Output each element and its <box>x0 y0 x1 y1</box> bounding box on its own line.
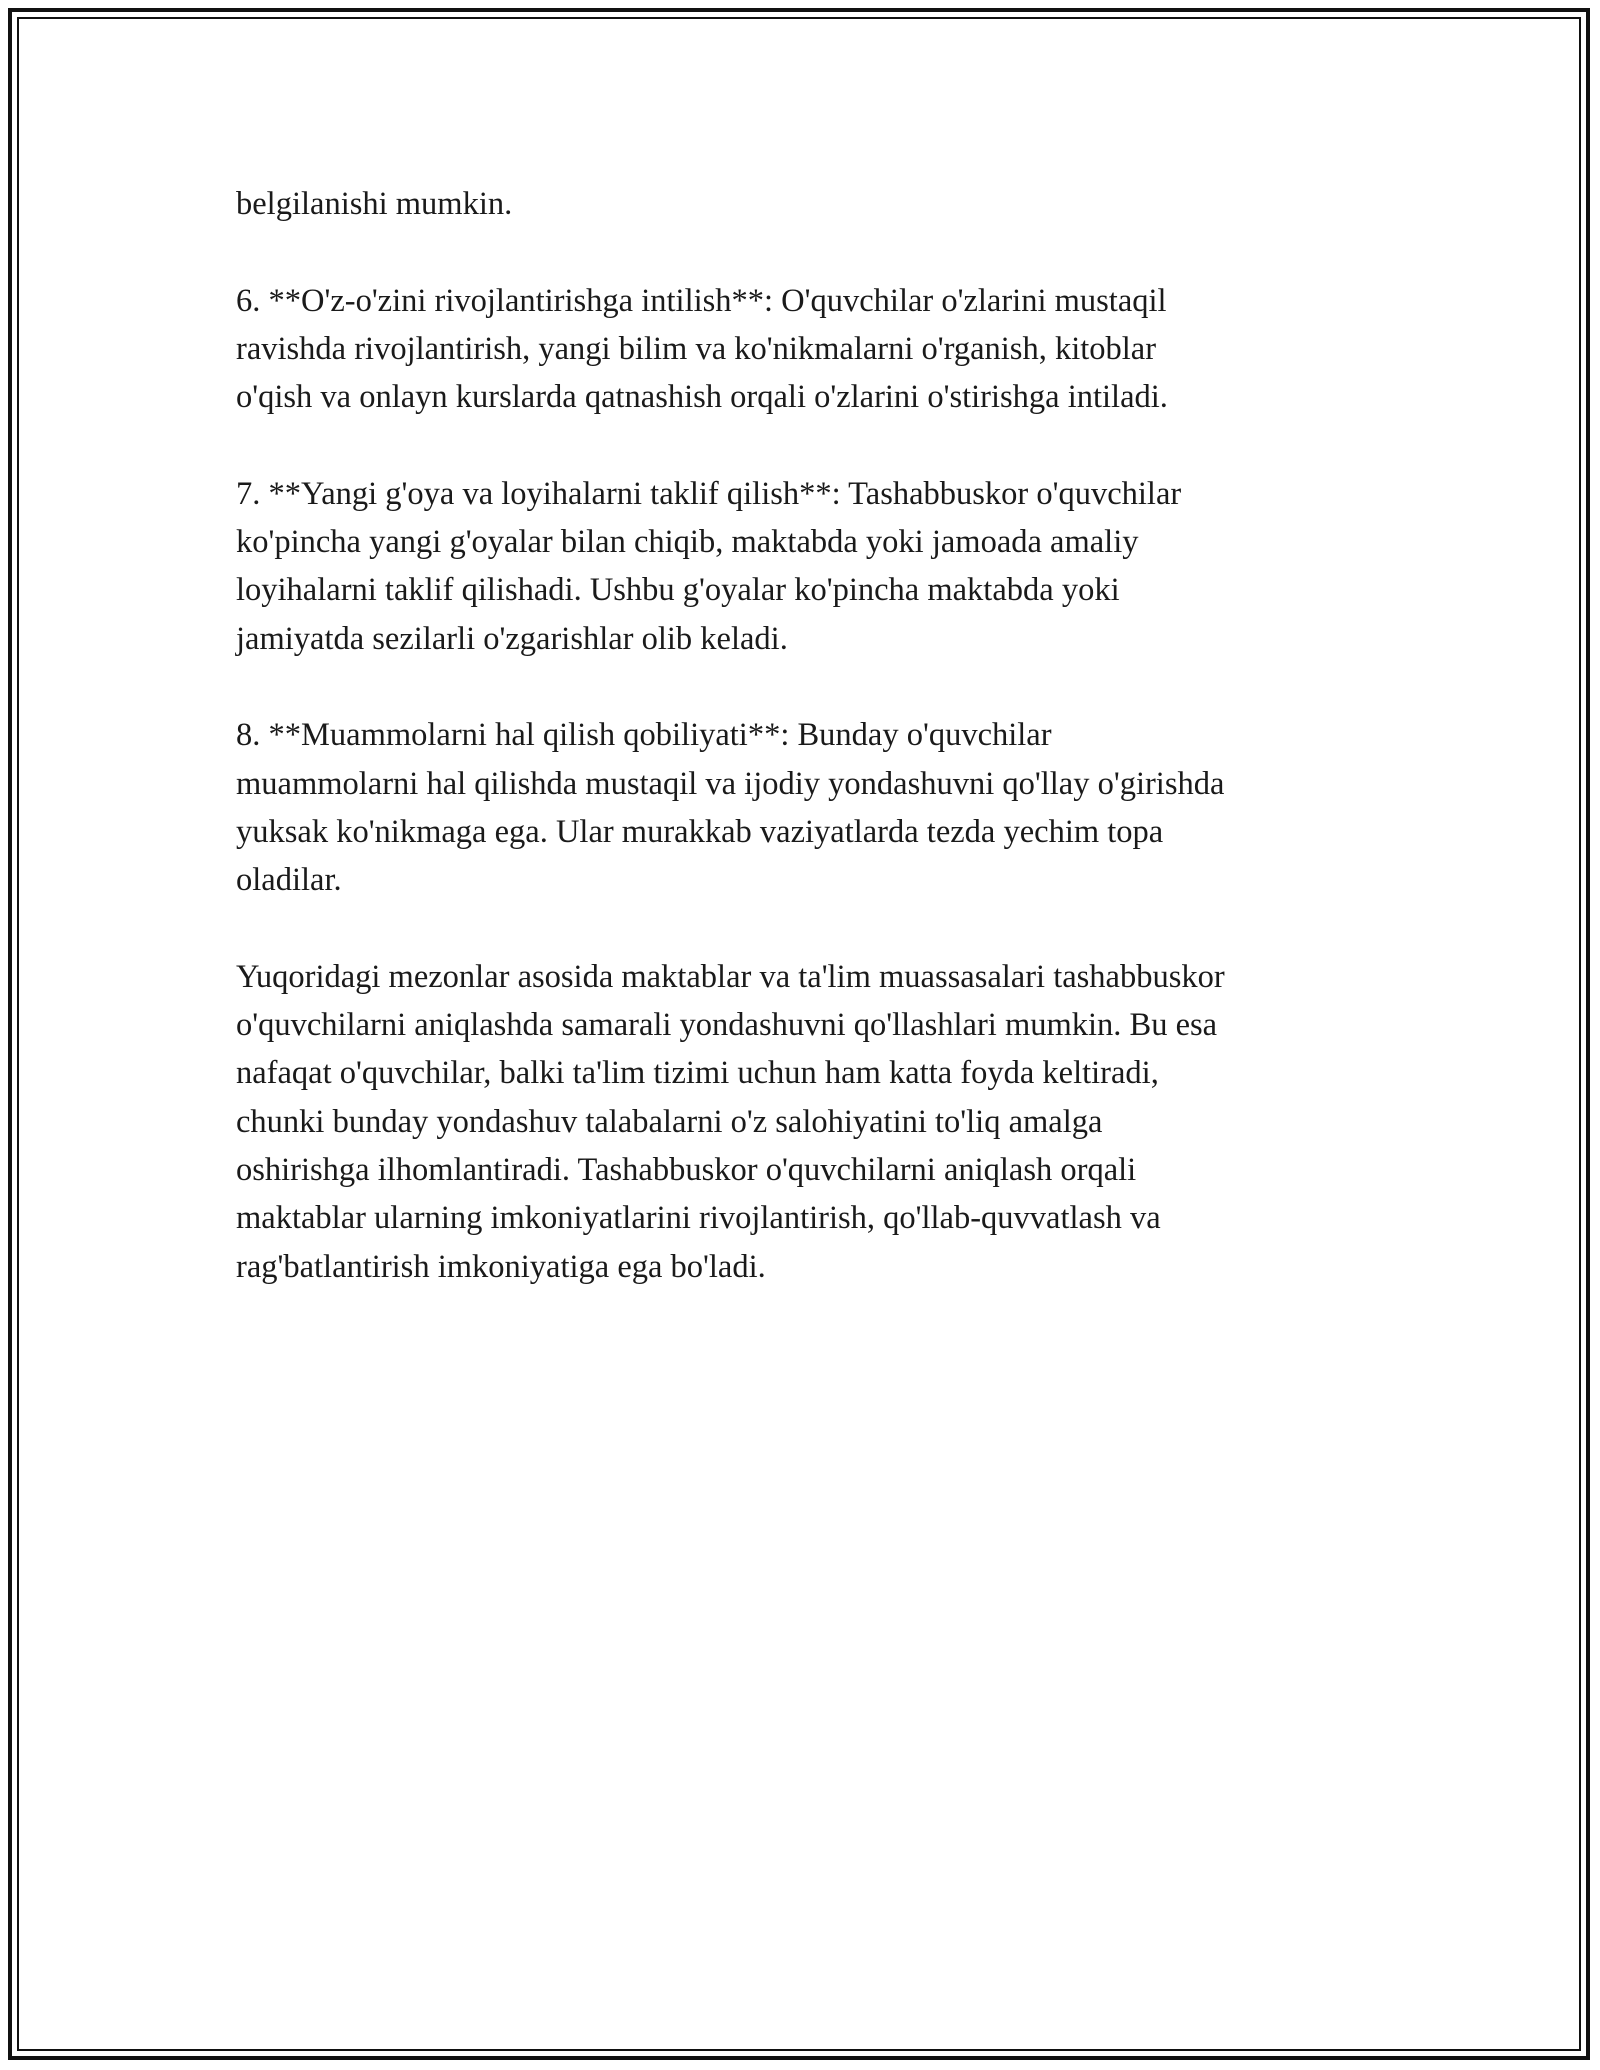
text-line: nafaqat o'quvchilar, balki ta'lim tizimi uchun ham katta foyda keltiradi, <box>236 1055 1159 1092</box>
text-line: 7. **Yangi g'oya va loyihalarni taklif qilish**: Tashabbuskor o'quvchilar <box>236 475 1182 512</box>
text-line: belgilanishi mumkin. <box>236 186 513 222</box>
paragraph-item-7 <box>236 470 1366 663</box>
text-line: loyihalarni taklif qilishadi. Ushbu g'oyalar ko'pincha maktabda yoki <box>236 572 1120 609</box>
text-line: o'qish va onlayn kurslarda qatnashish orqali o'zlarini o'stirishga intiladi. <box>236 379 1168 416</box>
text-line: muammolarni hal qilishda mustaqil va ijodiy yondashuvni qo'llay o'girishda <box>236 765 1225 802</box>
text-line: ko'pincha yangi g'oyalar bilan chiqib, maktabda yoki jamoada amaliy <box>236 524 1139 561</box>
paragraph-item-8 <box>236 711 1366 904</box>
text-line: oshirishga ilhomlantiradi. Tashabbuskor o'quvchilarni aniqlash orqali <box>236 1151 1137 1188</box>
paragraph-continuation <box>236 180 1366 228</box>
paragraph-conclusion <box>236 953 1366 1291</box>
text-line: yuksak ko'nikmaga ega. Ular murakkab vaziyatlarda tezda yechim topa <box>236 813 1164 850</box>
text-line: chunki bunday yondashuv talabalarni o'z salohiyatini to'liq amalga <box>236 1103 1103 1140</box>
text-line: 6. **O'z-o'zini rivojlantirishga intilish**: O'quvchilar o'zlarini mustaqil <box>236 282 1167 319</box>
text-line: maktablar ularning imkoniyatlarini rivojlantirish, qo'llab-quvvatlash va <box>236 1200 1161 1237</box>
text-line: Yuqoridagi mezonlar asosida maktablar va ta'lim muassasalari tashabbuskor <box>236 958 1225 995</box>
text-line: rag'batlantirish imkoniyatiga ega bo'ladi. <box>236 1248 766 1285</box>
text-line: ravishda rivojlantirish, yangi bilim va ko'nikmalarni o'rganish, kitoblar <box>236 330 1157 367</box>
text-line: jamiyatda sezilarli o'zgarishlar olib keladi. <box>236 620 788 657</box>
text-line: o'quvchilarni aniqlashda samarali yondashuvni qo'llashlari mumkin. Bu esa <box>236 1007 1218 1044</box>
text-line: oladilar. <box>236 862 342 899</box>
paragraph-item-6 <box>236 277 1366 422</box>
text-line: 8. **Muammolarni hal qilish qobiliyati**: Bunday o'quvchilar <box>236 717 1052 754</box>
document-body <box>236 180 1366 1339</box>
